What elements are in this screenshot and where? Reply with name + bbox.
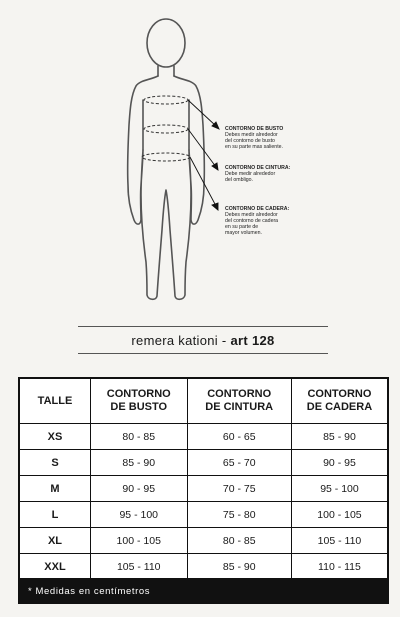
hip-cell: 110 - 115 <box>291 554 388 581</box>
callout-waist <box>225 165 315 183</box>
callout-bust-line-2: del contorno de busto <box>225 138 275 144</box>
size-chart-table <box>18 377 389 581</box>
figure-body-outline <box>128 76 205 299</box>
callout-waist-line-1: Debe medir alrededor <box>225 171 276 177</box>
bust-cell: 95 - 100 <box>90 502 187 528</box>
bust-band <box>144 96 188 104</box>
callout-bust-line-3: en su parte mas saliente. <box>225 144 283 150</box>
callout-waist-title: CONTORNO DE CINTURA: <box>225 165 291 171</box>
bust-cell: 90 - 95 <box>90 476 187 502</box>
waist-cell: 80 - 85 <box>187 528 291 554</box>
callout-hip <box>225 206 315 236</box>
hip-band <box>142 153 190 161</box>
figure-inner-arms <box>143 100 189 150</box>
hip-cell: 100 - 105 <box>291 502 388 528</box>
waist-cell: 60 - 65 <box>187 424 291 450</box>
hip-cell: 85 - 90 <box>291 424 388 450</box>
waist-cell: 65 - 70 <box>187 450 291 476</box>
hip-cell: 95 - 100 <box>291 476 388 502</box>
bust-cell: 80 - 85 <box>90 424 187 450</box>
waist-cell: 85 - 90 <box>187 554 291 581</box>
callout-hip-line-1: Debes medir alrededor <box>225 212 278 218</box>
bust-cell: 100 - 105 <box>90 528 187 554</box>
table-header-row <box>19 378 388 424</box>
footnote-bar <box>18 578 389 604</box>
callout-bust-line-1: Debes medir alrededor <box>225 132 278 138</box>
waist-pointer-arrow <box>212 163 218 170</box>
table-row <box>19 424 388 450</box>
size-cell: XL <box>19 528 90 554</box>
waist-cell: 75 - 80 <box>187 502 291 528</box>
hip-cell: 90 - 95 <box>291 450 388 476</box>
table-row <box>19 554 388 581</box>
product-art-number: art 128 <box>230 332 275 348</box>
callout-waist-line-2: del ombligo. <box>225 177 253 183</box>
header-cintura: CONTORNO DE CINTURA <box>187 378 291 424</box>
footnote-text: * Medidas en centímetros <box>28 585 151 597</box>
bust-cell: 105 - 110 <box>90 554 187 581</box>
size-cell: XXL <box>19 554 90 581</box>
size-cell: L <box>19 502 90 528</box>
header-busto: CONTORNO DE BUSTO <box>90 378 187 424</box>
product-name: remera kationi - <box>131 332 227 348</box>
table-row <box>19 476 388 502</box>
table-row <box>19 450 388 476</box>
waist-band <box>144 125 188 133</box>
table-row <box>19 502 388 528</box>
callout-hip-line-2: del contorno de cadera <box>225 218 279 224</box>
callout-bust-title: CONTORNO DE BUSTO <box>225 126 284 132</box>
figure-head <box>147 19 185 67</box>
header-cadera: CONTORNO DE CADERA <box>291 378 388 424</box>
callout-hip-line-4: mayor volumen. <box>225 230 262 236</box>
waist-cell: 70 - 75 <box>187 476 291 502</box>
size-cell: S <box>19 450 90 476</box>
product-title <box>78 326 328 354</box>
bust-cell: 85 - 90 <box>90 450 187 476</box>
callout-bust <box>225 126 315 150</box>
callout-hip-line-3: en su parte de <box>225 224 259 230</box>
table-row <box>19 528 388 554</box>
header-talle: TALLE <box>19 378 90 424</box>
size-cell: XS <box>19 424 90 450</box>
size-cell: M <box>19 476 90 502</box>
callout-hip-title: CONTORNO DE CADERA: <box>225 206 290 212</box>
hip-pointer-arrow <box>212 203 218 210</box>
hip-cell: 105 - 110 <box>291 528 388 554</box>
